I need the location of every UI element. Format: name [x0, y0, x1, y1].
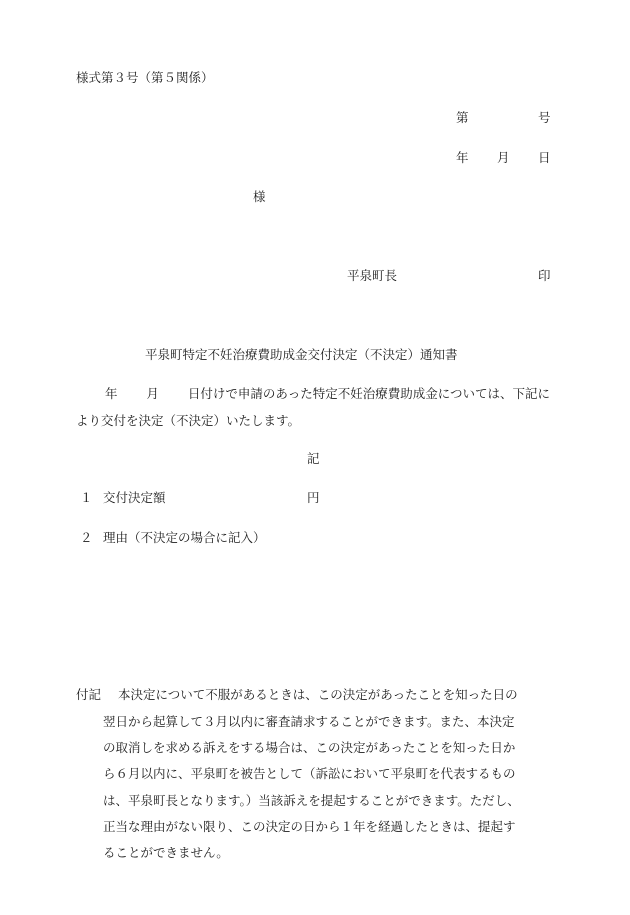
record-heading: 記	[307, 451, 320, 466]
body-month-label: 月	[146, 386, 159, 401]
date-year-label: 年	[456, 150, 469, 165]
note-line: 本決定について不服があるときは、この決定があったことを知った日の	[118, 687, 518, 702]
date-day-label: 日	[538, 150, 551, 165]
body-paragraph-line-1	[76, 388, 550, 401]
note-line: ることができません。	[103, 845, 229, 860]
issuer-title: 平泉町長	[347, 268, 398, 283]
addressee-honorific: 様	[253, 189, 266, 204]
document-number-suffix: 号	[538, 110, 551, 125]
note-line: ら６月以内に、平泉町を被告として（訴訟において平泉町を代表するもの	[103, 766, 516, 781]
seal-mark: 印	[538, 268, 551, 283]
document-title: 平泉町特定不妊治療費助成金交付決定（不決定）通知書	[145, 347, 458, 362]
note-line: の取消しを求める訴えをする場合は、この決定があったことを知った日か	[103, 740, 516, 755]
note-line: は、平泉町長となります。）当該訴えを提起することができます。ただし、	[103, 793, 520, 808]
body-text: 日付けで申請のあった特定不妊治療費助成金については、下記に	[187, 386, 550, 401]
note-line: 正当な理由がない限り、この決定の日から１年を経過したときは、提起す	[103, 819, 516, 834]
document-number-prefix: 第	[456, 110, 469, 125]
item-1-unit: 円	[307, 490, 320, 505]
item-1-label: 交付決定額	[103, 490, 166, 505]
item-1-number: １	[80, 490, 93, 505]
note-label: 付記	[76, 687, 102, 702]
body-year-label: 年	[105, 386, 118, 401]
date-month-label: 月	[497, 150, 510, 165]
item-2-number: ２	[80, 530, 93, 545]
note-line: 翌日から起算して３月以内に審査請求することができます。また、本決定	[103, 714, 515, 729]
form-number: 様式第３号（第５関係）	[76, 70, 214, 85]
item-2-label: 理由（不決定の場合に記入）	[103, 530, 266, 545]
body-paragraph-line-2: より交付を決定（不決定）いたします。	[76, 413, 301, 428]
